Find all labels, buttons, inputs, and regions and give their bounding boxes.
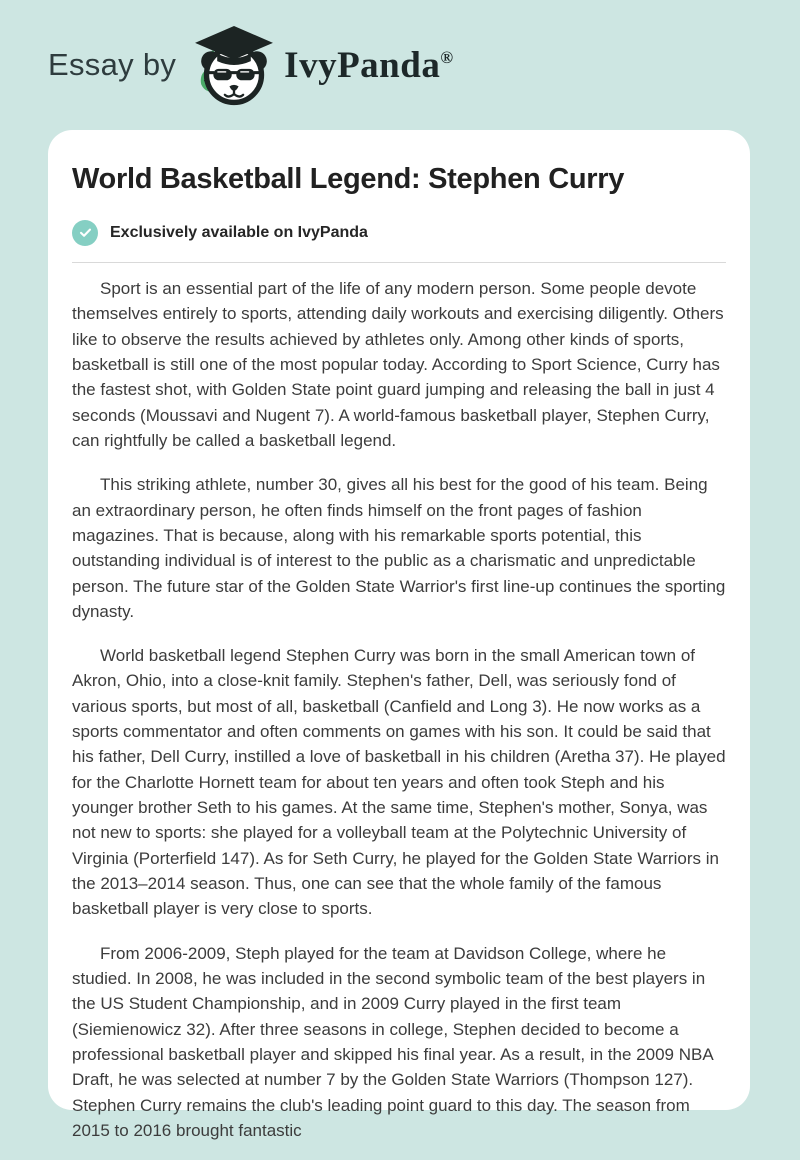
panda-graduate-logo-icon [192, 22, 276, 108]
essay-paragraph: World basketball legend Stephen Curry was born in the small American town of Akron, Ohio, into a close-knit family. Stephen's father, Dell, was seriously fond of various sports, but most of all, basketball (Canfield and Long 3). He now works as a sports commentator and often comments on games with his son. It could be said that his father, Dell Curry, instilled a love of basketball in his children (Aretha 37). He played for the Charlotte Hornett team for about ten years and often took Steph and his younger brother Seth to his games. At the same time, Stephen's mother, Sonya, was not new to sports: she played for a volleyball team at the Polytechnic University of Virginia (Porterfield 147). As for Seth Curry, he played for the Golden State Warriors in the 2013–2014 season. Thus, one can see that the whole family of the famous basketball player is very close to sports. [72, 646, 726, 919]
essay-body [72, 276, 726, 1144]
exclusive-badge [72, 220, 726, 246]
registered-mark: ® [440, 47, 454, 67]
essay-paragraph: Sport is an essential part of the life of any modern person. Some people devote themselves entirely to sports, attending daily workouts and exercising diligently. Others like to observe the results achieved by athletes only. Among other kinds of sports, basketball is still one of the most popular today. According to Sport Science, Curry has the fastest shot, with Golden State point guard jumping and releasing the ball in just 4 seconds (Moussavi and Nugent 7). A world-famous basketball player, Stephen Curry, can rightfully be called a basketball legend. [72, 278, 724, 450]
essay-paragraph: This striking athlete, number 30, gives all his best for the good of his team. Being an extraordinary person, he often finds himself on the front pages of fashion magazines. That is because, along with his remarkable sports potential, this outstanding individual is of interest to the public as a charismatic and unpredictable person. The future star of the Golden State Warrior's first line-up continues the sporting dynasty. [72, 475, 726, 621]
essay-paragraph: From 2006-2009, Steph played for the team at Davidson College, where he studied. In 2008, he was included in the second symbolic team of the best players in the US Student Championship, and in 2009 Curry played in the first team (Siemienowicz 32). After three seasons in college, Stephen decided to become a professional basketball player and skipped his final year. As a result, in the 2009 NBA Draft, he was selected at number 7 by the Golden State Warriors (Thompson 127). Stephen Curry remains the club's leading point guard to this day. The season from 2015 to 2016 brought fantastic [72, 943, 713, 1141]
exclusive-badge-text: Exclusively available on IvyPanda [110, 223, 368, 241]
brand-text: IvyPanda [284, 44, 441, 86]
check-icon [72, 220, 98, 246]
essay-card [48, 130, 750, 1141]
essay-title: World Basketball Legend: Stephen Curry [72, 163, 625, 195]
essay-by-label: Essay by [48, 47, 177, 82]
brand-name [284, 44, 453, 87]
divider [72, 262, 726, 263]
site-header [0, 0, 800, 130]
